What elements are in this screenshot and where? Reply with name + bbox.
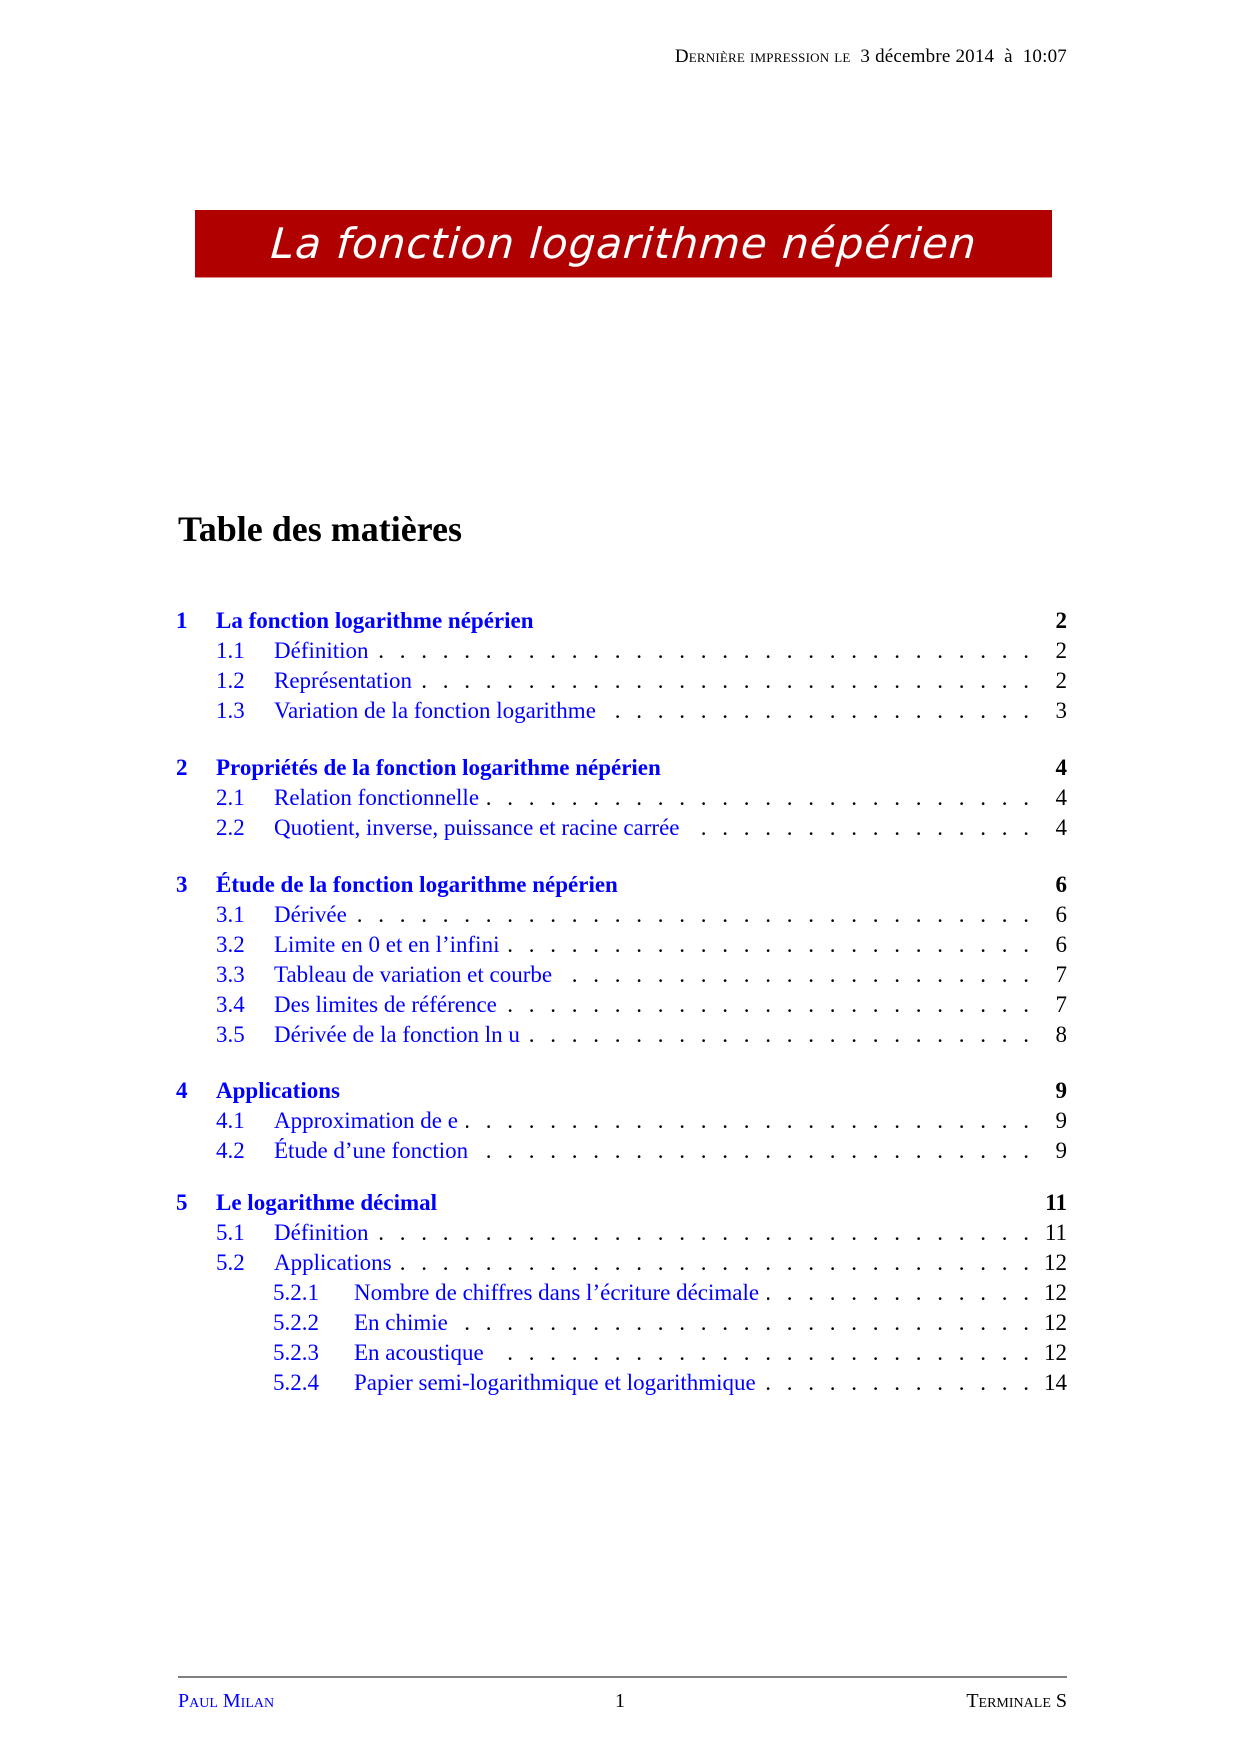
toc-link[interactable]: Étude de la fonction logarithme népérien (216, 872, 618, 897)
toc-section-5[interactable] (176, 1188, 1067, 1218)
toc-link[interactable]: Applications (216, 1078, 340, 1103)
footer-divider (178, 1676, 1067, 1678)
title-banner (195, 210, 1052, 277)
toc-section-3[interactable] (176, 870, 1067, 900)
toc-number: 3.5 (216, 1022, 245, 1047)
toc-number: 1 (176, 608, 188, 633)
footer-level: Terminale S (966, 1690, 1067, 1712)
toc-link[interactable]: Applications (274, 1250, 392, 1275)
print-date-header (675, 46, 1067, 68)
toc-page: 12 (1044, 1280, 1067, 1305)
toc-number: 2 (176, 755, 188, 780)
toc-subsection-1-2[interactable] (176, 666, 1067, 696)
toc-page: 11 (1045, 1190, 1067, 1215)
dot-leader (487, 783, 1029, 813)
toc-link[interactable]: Variation de la fonction logarithme (274, 698, 596, 723)
toc-subsection-2-1[interactable] (176, 783, 1067, 813)
dot-leader (507, 930, 1029, 960)
toc-page: 8 (1055, 1022, 1067, 1047)
toc-section-1[interactable] (176, 606, 1067, 636)
toc-number: 3.3 (216, 962, 245, 987)
dot-leader (476, 1136, 1029, 1166)
dot-leader (560, 960, 1029, 990)
toc-page: 2 (1055, 608, 1067, 633)
toc-link[interactable]: Définition (274, 638, 369, 663)
toc-link[interactable]: Relation fonctionnelle (274, 785, 480, 810)
toc-page: 14 (1044, 1370, 1067, 1395)
toc-link[interactable]: Le logarithme décimal (216, 1190, 438, 1215)
dot-leader (688, 813, 1030, 843)
toc-page: 6 (1055, 872, 1067, 897)
toc-subsubsection-5-2-2[interactable] (176, 1308, 1067, 1338)
toc-link[interactable]: Définition (274, 1220, 369, 1245)
toc-page: 7 (1055, 962, 1067, 987)
toc-page: 4 (1055, 815, 1067, 840)
toc-link[interactable]: Des limites de référence (274, 992, 497, 1017)
toc-number: 4.2 (216, 1138, 245, 1163)
dot-leader (466, 1106, 1029, 1136)
toc-link[interactable]: La fonction logarithme népérien (216, 608, 534, 633)
dot-leader (492, 1338, 1029, 1368)
toc-link[interactable]: Propriétés de la fonction logarithme népérien (216, 755, 661, 780)
toc-subsubsection-5-2-3[interactable] (176, 1338, 1067, 1368)
toc-subsection-3-2[interactable] (176, 930, 1067, 960)
toc-page: 12 (1044, 1250, 1067, 1275)
toc-subsection-1-1[interactable] (176, 636, 1067, 666)
dot-leader (604, 696, 1029, 726)
toc-link[interactable]: Papier semi-logarithmique et logarithmique (354, 1370, 756, 1395)
document-title: La fonction logarithme népérien (268, 219, 979, 268)
toc-link[interactable]: En chimie (354, 1310, 448, 1335)
footer-author[interactable]: Paul Milan (178, 1690, 275, 1712)
toc-page: 12 (1044, 1310, 1067, 1335)
dot-leader (767, 1278, 1029, 1308)
toc-link[interactable]: Étude d’une fonction (274, 1138, 469, 1163)
toc-number: 5.2.3 (273, 1340, 319, 1365)
print-label: Dernière impression le (674, 46, 851, 67)
toc-number: 2.1 (216, 785, 245, 810)
toc-page: 2 (1055, 638, 1067, 663)
toc-number: 1.3 (216, 698, 245, 723)
dot-leader (420, 666, 1029, 696)
toc-subsection-5-1[interactable] (176, 1218, 1067, 1248)
toc-subsection-1-3[interactable] (176, 696, 1067, 726)
toc-page: 9 (1055, 1138, 1067, 1163)
toc-subsubsection-5-2-4[interactable] (176, 1368, 1067, 1398)
toc-subsection-3-3[interactable] (176, 960, 1067, 990)
toc-section-2[interactable] (176, 753, 1067, 783)
toc-number: 5.2.2 (273, 1310, 319, 1335)
toc-page: 2 (1055, 668, 1067, 693)
toc-page: 9 (1055, 1078, 1067, 1103)
toc-number: 2.2 (216, 815, 245, 840)
toc-link[interactable]: Dérivée de la fonction ln u (274, 1022, 520, 1047)
toc-link[interactable]: Dérivée (274, 902, 347, 927)
toc-number: 5.2.4 (273, 1370, 319, 1395)
toc-page: 6 (1055, 902, 1067, 927)
print-time: 10:07 (1022, 46, 1067, 67)
toc-number: 3 (176, 872, 188, 897)
toc-page: 4 (1055, 755, 1067, 780)
toc-subsection-3-5[interactable] (176, 1020, 1067, 1050)
toc-number: 5 (176, 1190, 188, 1215)
dot-leader (456, 1308, 1029, 1338)
toc-page: 11 (1044, 1220, 1067, 1245)
toc-link[interactable]: Nombre de chiffres dans l’écriture décimale (354, 1280, 760, 1305)
toc-page: 6 (1055, 932, 1067, 957)
dot-leader (377, 636, 1029, 666)
toc-number: 3.4 (216, 992, 245, 1017)
toc-number: 5.2.1 (273, 1280, 319, 1305)
toc-section-4[interactable] (176, 1076, 1067, 1106)
toc-heading: Table des matières (178, 509, 462, 549)
toc-subsection-5-2[interactable] (176, 1248, 1067, 1278)
dot-leader (505, 990, 1029, 1020)
toc-number: 5.1 (216, 1220, 245, 1245)
toc-link[interactable]: Tableau de variation et courbe (274, 962, 553, 987)
print-sep: à (1004, 46, 1013, 67)
toc-subsection-3-1[interactable] (176, 900, 1067, 930)
footer-page-number: 1 (615, 1690, 625, 1712)
toc-subsection-3-4[interactable] (176, 990, 1067, 1020)
dot-leader (400, 1248, 1029, 1278)
toc-link[interactable]: Approximation de e (274, 1108, 458, 1133)
print-date: 3 décembre 2014 (860, 46, 995, 67)
toc-number: 4 (176, 1078, 188, 1103)
toc-number: 1.1 (216, 638, 245, 663)
toc-page: 3 (1055, 698, 1067, 723)
toc-number: 3.1 (216, 902, 245, 927)
toc-page: 4 (1055, 785, 1067, 810)
toc-subsection-4-1[interactable] (176, 1106, 1067, 1136)
toc-subsubsection-5-2-1[interactable] (176, 1278, 1067, 1308)
dot-leader (355, 900, 1029, 930)
toc-number: 3.2 (216, 932, 245, 957)
dot-leader (764, 1368, 1029, 1398)
toc-link[interactable]: Quotient, inverse, puissance et racine carrée (274, 815, 680, 840)
toc-page: 7 (1055, 992, 1067, 1017)
toc-link[interactable]: En acoustique (354, 1340, 484, 1365)
toc-number: 1.2 (216, 668, 245, 693)
dot-leader (528, 1020, 1029, 1050)
toc-subsection-4-2[interactable] (176, 1136, 1067, 1166)
toc-number: 5.2 (216, 1250, 245, 1275)
toc-subsection-2-2[interactable] (176, 813, 1067, 843)
toc-page: 9 (1055, 1108, 1067, 1133)
toc-number: 4.1 (216, 1108, 245, 1133)
toc-link[interactable]: Représentation (274, 668, 412, 693)
dot-leader (377, 1218, 1029, 1248)
toc-link[interactable]: Limite en 0 et en l’infini (274, 932, 500, 957)
toc-page: 12 (1044, 1340, 1067, 1365)
